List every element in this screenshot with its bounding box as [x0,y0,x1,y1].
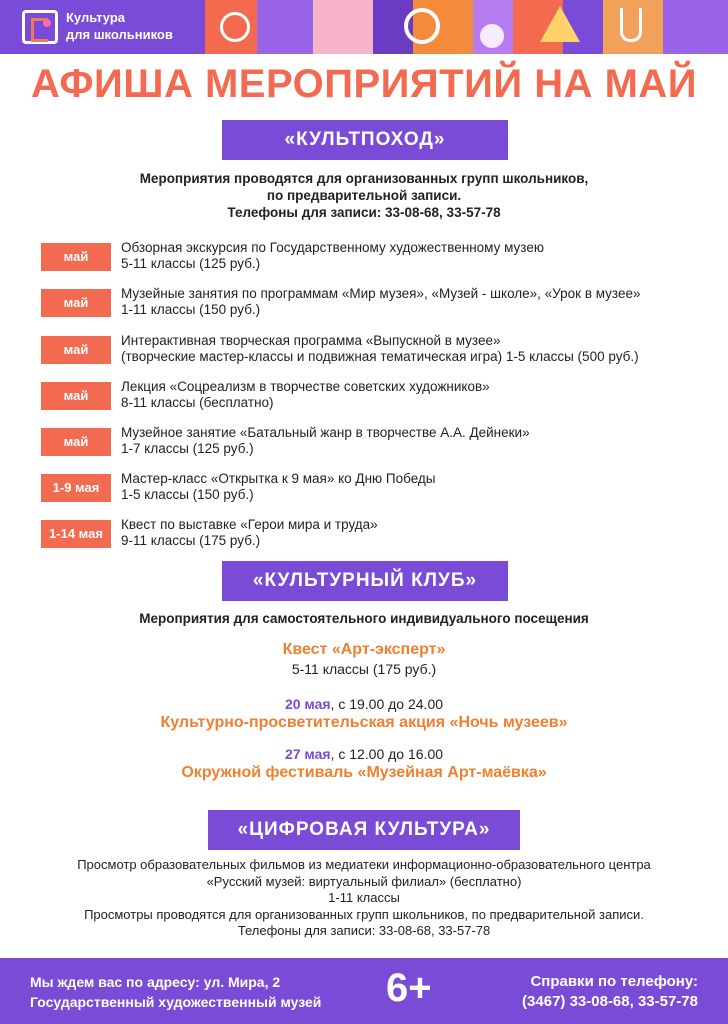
brand-name [66,9,173,43]
decor-block [313,0,373,54]
page-title: АФИША МЕРОПРИЯТИЙ НА МАЙ [30,62,698,106]
event-text [121,333,701,365]
event-detail: (творческие мастер-классы и подвижная тематическая игра) 1-5 классы (500 руб.) [121,349,639,364]
digital-line: «Русский музей: виртуальный филиал» (бесплатно) [206,873,522,889]
footer-address [30,972,321,1012]
section-banner-digital: «ЦИФРОВАЯ КУЛЬТУРА» [208,810,520,850]
event-title: Музейное занятие «Батальный жанр в творчестве А.А. Дейнеки» [121,425,530,440]
night-datetime [0,696,728,713]
event-text [121,425,701,457]
digital-line: Телефоны для записи: 33-08-68, 33-57-78 [237,923,491,938]
brand-line: Культура [66,10,126,25]
event-title: Музейные занятия по программам «Мир музея», «Музей - школе», «Урок в музее» [121,286,641,301]
event-detail: 1-11 классы (150 руб.) [121,302,261,317]
event-detail: 5-11 классы (125 руб.) [121,256,261,271]
header-bar [0,0,728,54]
fest-time: , с 12.00 до 16.00 [330,746,444,762]
date-badge: май [41,289,111,317]
decor-block [257,0,313,54]
theatre-mask-icon [220,12,250,42]
section-intro [0,170,728,221]
quest-title: Квест «Арт-эксперт» [282,641,446,658]
event-detail: 1-7 классы (125 руб.) [121,441,254,456]
intro-line: Мероприятия проводятся для организованных групп школьников, [139,171,589,186]
logo-icon [22,10,58,44]
digital-line: Просмотр образовательных фильмов из медиатеки информационно-образовательного центра [77,857,651,872]
event-text [121,286,701,318]
event-item [41,240,701,274]
phone-number: (3467) 33-08-68, 33-57-78 [522,993,698,1010]
event-title: Лекция «Соцреализм в творчестве советских художников» [121,379,490,394]
event-detail: 9-11 классы (175 руб.) [121,533,261,548]
age-rating: 6+ [386,966,432,1010]
event-item [41,286,701,320]
event-title: Обзорная экскурсия по Государственному художественному музею [121,240,544,255]
date-badge: май [41,428,111,456]
event-detail: 1-5 классы (150 руб.) [121,487,254,502]
night-title: Культурно-просветительская акция «Ночь музеев» [160,714,568,731]
quest-detail: 5-11 классы (175 руб.) [291,661,437,677]
event-item [41,333,701,367]
digital-line: 1-11 классы [328,890,400,905]
club-night [0,696,728,733]
film-reel-icon [404,8,440,44]
intro-line: Телефоны для записи: 33-08-68, 33-57-78 [227,205,501,220]
event-text [121,517,701,549]
event-title: Квест по выставке «Герои мира и труда» [121,517,378,532]
event-title: Интерактивная творческая программа «Выпускной в музее» [121,333,501,348]
event-item [41,425,701,459]
section-banner-kultpohod: «КУЛЬТПОХОД» [222,120,508,160]
fest-datetime [0,746,728,763]
night-time: , с 19.00 до 24.00 [330,696,444,712]
address-line: Государственный художественный музей [30,994,322,1010]
section-banner-club: «КУЛЬТУРНЫЙ КЛУБ» [222,561,508,601]
event-item [41,379,701,413]
digital-text [0,857,728,940]
digital-line: Просмотры проводятся для организованных групп школьников, по предварительной записи. [84,906,644,922]
fest-date: 27 мая [284,746,331,762]
decor-block [663,0,728,54]
date-badge: май [41,382,111,410]
night-date: 20 мая [284,696,331,712]
event-text [121,471,701,503]
footer-bar [0,958,728,1024]
address-line: Мы ждем вас по адресу: ул. Мира, 2 [30,974,281,990]
footer-phone [522,972,698,1012]
event-title: Мастер-класс «Открытка к 9 мая» ко Дню Победы [121,471,436,486]
intro-line: по предварительной записи. [266,188,462,203]
decor-circle [480,24,504,48]
club-intro: Мероприятия для самостоятельного индивидуального посещения [139,611,589,626]
event-item [41,517,701,551]
brand-line: для школьников [66,27,173,42]
event-detail: 8-11 классы (бесплатно) [121,395,274,410]
date-badge: май [41,243,111,271]
club-quest [0,640,728,678]
fest-title: Окружной фестиваль «Музейная Арт-маёвка» [181,764,547,781]
lyre-icon [620,8,642,42]
event-text [121,240,701,272]
club-fest [0,746,728,783]
decor-triangle [540,6,580,42]
phone-label: Справки по телефону: [530,973,698,990]
date-badge: 1-9 мая [41,474,111,502]
date-badge: 1-14 мая [41,520,111,548]
date-badge: май [41,336,111,364]
event-item [41,471,701,505]
event-text [121,379,701,411]
